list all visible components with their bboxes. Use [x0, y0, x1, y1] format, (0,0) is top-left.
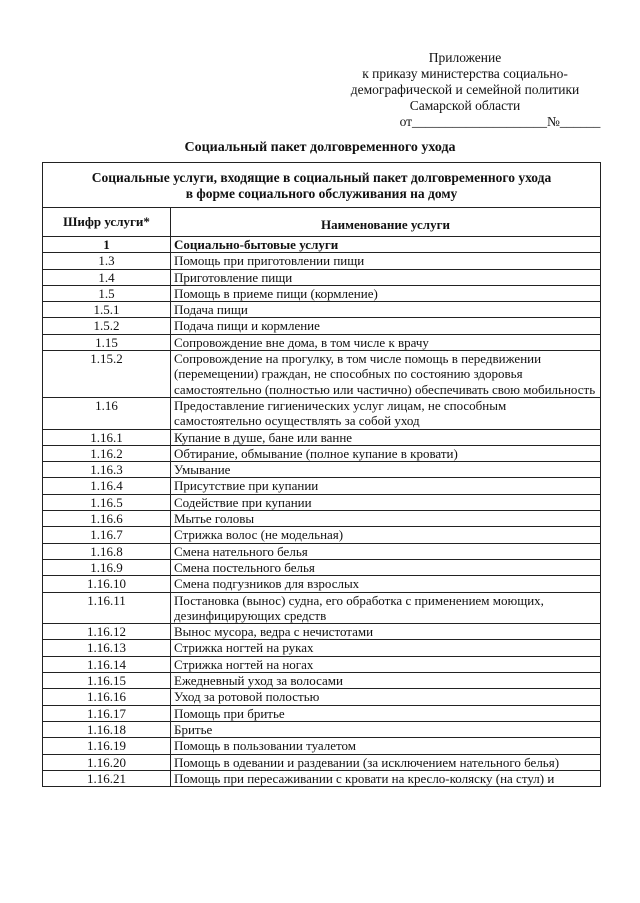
service-name: Содействие при купании: [171, 494, 601, 510]
service-name: Помощь в пользовании туалетом: [171, 738, 601, 754]
service-name: Предоставление гигиенических услуг лицам, не способным самостоятельно осуществлять за собой уход: [171, 397, 601, 429]
services-table: [42, 162, 601, 787]
document-title: Социальный пакет долговременного ухода: [184, 140, 456, 155]
table-row: [43, 527, 601, 543]
service-name: Подача пищи и кормление: [171, 318, 601, 334]
service-code: 1.16.12: [43, 624, 171, 640]
column-header-name: Наименование услуги: [171, 208, 601, 237]
appendix-line: Приложение: [428, 50, 502, 65]
service-code: 1.16: [43, 397, 171, 429]
service-code: 1.3: [43, 253, 171, 269]
table-row: [43, 445, 601, 461]
table-row: [43, 269, 601, 285]
service-name: Помощь при пересаживании с кровати на кресло-коляску (на стул) и: [171, 770, 601, 786]
service-code: 1.4: [43, 269, 171, 285]
table-row: [43, 285, 601, 301]
service-name: Сопровождение вне дома, в том числе к врачу: [171, 334, 601, 350]
table-caption-line: Социальные услуги, входящие в социальный пакет долговременного ухода: [91, 170, 552, 185]
service-name: Смена подгузников для взрослых: [171, 576, 601, 592]
service-code: 1.16.8: [43, 543, 171, 559]
service-name: Стрижка ногтей на руках: [171, 640, 601, 656]
service-code: 1.16.13: [43, 640, 171, 656]
service-name: Социально-бытовые услуги: [171, 237, 601, 253]
table-row: [43, 253, 601, 269]
service-code: 1.16.7: [43, 527, 171, 543]
service-code: 1.15.2: [43, 351, 171, 398]
table-row: [43, 576, 601, 592]
service-code: 1.16.5: [43, 494, 171, 510]
table-row: [43, 592, 601, 624]
column-header-code: Шифр услуги*: [43, 208, 171, 237]
service-code: 1.16.10: [43, 576, 171, 592]
service-name: Бритье: [171, 721, 601, 737]
appendix-line: к приказу министерства социально-: [362, 66, 568, 81]
table-row: [43, 462, 601, 478]
service-code: 1.5: [43, 285, 171, 301]
service-code: 1.16.19: [43, 738, 171, 754]
service-code: 1.16.11: [43, 592, 171, 624]
appendix-line: демографической и семейной политики: [350, 82, 580, 97]
table-row: [43, 754, 601, 770]
table-caption-row: [43, 163, 601, 208]
service-code: 1.16.21: [43, 770, 171, 786]
service-name: Помощь при приготовлении пищи: [171, 253, 601, 269]
table-row: [43, 302, 601, 318]
order-date-number-line: от____________________№______: [399, 114, 601, 129]
table-row: [43, 656, 601, 672]
service-code: 1: [43, 237, 171, 253]
table-row: [43, 429, 601, 445]
service-name: Вынос мусора, ведра с нечистотами: [171, 624, 601, 640]
service-name: Умывание: [171, 462, 601, 478]
service-name: Мытье головы: [171, 511, 601, 527]
table-row: [43, 770, 601, 786]
service-name: Ежедневный уход за волосами: [171, 673, 601, 689]
service-name: Постановка (вынос) судна, его обработка с применением моющих, дезинфицирующих средств: [171, 592, 601, 624]
service-code: 1.16.2: [43, 445, 171, 461]
table-row: [43, 673, 601, 689]
service-name: Стрижка волос (не модельная): [171, 527, 601, 543]
service-name: Присутствие при купании: [171, 478, 601, 494]
service-code: 1.5.2: [43, 318, 171, 334]
table-row: [43, 478, 601, 494]
service-name: Помощь в приеме пищи (кормление): [171, 285, 601, 301]
service-name: Подача пищи: [171, 302, 601, 318]
service-code: 1.16.3: [43, 462, 171, 478]
table-row: [43, 543, 601, 559]
table-row: [43, 738, 601, 754]
service-code: 1.16.15: [43, 673, 171, 689]
table-row: [43, 334, 601, 350]
table-caption: [43, 163, 601, 208]
service-name: Смена нательного белья: [171, 543, 601, 559]
service-code: 1.16.14: [43, 656, 171, 672]
service-name: Уход за ротовой полостью: [171, 689, 601, 705]
service-code: 1.16.4: [43, 478, 171, 494]
service-code: 1.16.9: [43, 559, 171, 575]
table-row: [43, 318, 601, 334]
table-row: [43, 721, 601, 737]
section-row: [43, 237, 601, 253]
table-row: [43, 511, 601, 527]
appendix-line: Самарской области: [409, 98, 521, 113]
service-code: 1.16.1: [43, 429, 171, 445]
service-name: Купание в душе, бане или ванне: [171, 429, 601, 445]
table-row: [43, 689, 601, 705]
table-row: [43, 397, 601, 429]
service-code: 1.16.20: [43, 754, 171, 770]
service-code: 1.16.16: [43, 689, 171, 705]
table-row: [43, 705, 601, 721]
service-name: Стрижка ногтей на ногах: [171, 656, 601, 672]
service-name: Приготовление пищи: [171, 269, 601, 285]
service-name: Смена постельного белья: [171, 559, 601, 575]
service-code: 1.16.17: [43, 705, 171, 721]
appendix-block: [300, 50, 630, 130]
service-code: 1.15: [43, 334, 171, 350]
service-code: 1.16.18: [43, 721, 171, 737]
service-name: Обтирание, обмывание (полное купание в кровати): [171, 445, 601, 461]
table-caption-line: в форме социального обслуживания на дому: [185, 186, 458, 201]
service-code: 1.16.6: [43, 511, 171, 527]
table-row: [43, 624, 601, 640]
service-name: Сопровождение на прогулку, в том числе помощь в передвижении (перемещении) граждан, не способных по состоянию здоровья самостоятельно (полностью или частично) обеспечивать свою мобильность: [171, 351, 601, 398]
table-body: [43, 237, 601, 787]
table-row: [43, 640, 601, 656]
table-row: [43, 351, 601, 398]
service-name: Помощь при бритье: [171, 705, 601, 721]
table-row: [43, 559, 601, 575]
service-name: Помощь в одевании и раздевании (за исключением нательного белья): [171, 754, 601, 770]
table-header-row: [43, 208, 601, 237]
service-code: 1.5.1: [43, 302, 171, 318]
table-row: [43, 494, 601, 510]
